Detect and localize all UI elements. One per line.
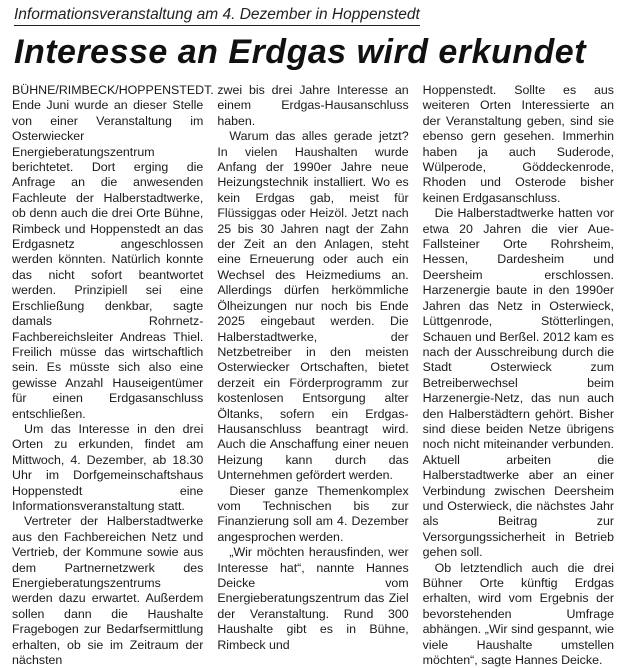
paragraph: Hoppenstedt. Sollte es aus weiteren Orten Interessierte an der Veranstaltung geben, sind sie ebenso gern gesehen. Immerhin haben ja auch Suderode, Wülperode, Göddeckenrode, Rhoden und Osterode bisher keinen Erdgasanschluss.	[422, 83, 614, 205]
paragraph: Vertreter der Halberstadtwerke aus den Fachbereichen Netz und Vertrieb, der Kommune sowie aus dem Partnernetzwerk des Energieberatungszentrums werden dazu erwartet. Außerdem sollen dann die Haushalte Fragebogen zur Bedarfsermittlung erhalten, ob sie im Zeitraum der nächsten	[12, 514, 204, 668]
paragraph: BÜHNE/RIMBECK/HOPPENSTEDT. Ende Juni wurde an dieser Stelle von einer Veranstaltung im Osterwiecker Energieberatungszentrum berichtetet. Dort erging die Anfrage an die anwesenden Fachleute der Halberstadtwerke, ob denn auch die drei Orte Bühne, Rimbeck und Hoppenstedt an das Erdgasnetz angeschlossen werden könnten. Natürlich konnte das nicht sofort beantwortet werden. Prinzipiell sei eine Erschließung denkbar, sagte damals Rohrnetz-Fachbereichsleiter Andreas Thiel. Freilich müsse das wirtschaftlich sein. Es müsste sich also eine gewisse Anzahl Hauseigentümer für einen Erdgasanschluss entschließen.	[12, 83, 214, 421]
paragraph: Warum das alles gerade jetzt? In vielen Haushalten wurde Anfang der 1990er Jahre neue Heizungstechnik installiert. Wo es kein Erdgas gab, meist für Flüssiggas oder Heizöl. Jetzt nach 25 bis 30 Jahren nagt der Zahn der Zeit an den Anlagen, steht eine Erneuerung oder auch ein Wechsel des Heizmediums an. Allerdings dürfen herkömmliche Ölheizungen nur noch bis Ende 2025 eingebaut werden. Die Halberstadtwerke, der Netzbetreiber in den meisten Osterwiecker Ortschaften, bietet derzeit ein Förderprogramm zur kostenlosen Entsorgung alter Öltanks, sofern ein Erdgas-Hausanschluss beantragt wird. Auch die Anschaffung einer neuen Heizung kann durch das Unternehmen gefördert werden.	[217, 129, 409, 483]
article-body	[12, 83, 614, 668]
paragraph: Um das Interesse in den drei Orten zu erkunden, findet am Mittwoch, 4. Dezember, ab 18.30 Uhr im Dorfgemeinschaftshaus Hoppenstedt eine Informationsveranstaltung statt.	[12, 421, 204, 513]
text-column-2	[217, 83, 409, 652]
article-kicker: Informationsveranstaltung am 4. Dezember in Hoppenstedt	[14, 6, 420, 26]
paragraph: Ob letztendlich auch die drei Bühner Orte künftig Erdgas erhalten, wird vom Ergebnis der bevorstehenden Umfrage abhängen. „Wir sind gespannt, wie viele Haushalte umstellen möchten“, sagte Hannes Deicke.	[422, 560, 614, 668]
text-column-1	[12, 83, 214, 668]
paragraph: zwei bis drei Jahre Interesse an einem Erdgas-Hausanschluss haben.	[217, 83, 409, 128]
paragraph: Die Halberstadtwerke hatten vor etwa 20 Jahren die vier Aue-Fallsteiner Orte Rohrsheim, Hessen, Dardesheim und Deersheim erschlossen. Harzenergie baute in den 1990er Jahren das Netz in Osterwieck, Lüttgenrode, Stötterlingen, Schauen und Berßel. 2012 kam es nach der Ausschreibung durch die Stadt Osterwieck zum Betreiberwechsel beim Harzenergie-Netz, das nun auch den Halberstädtern gehört. Bisher sind diese beiden Netze übrigens noch nicht miteinander verbunden. Aktuell arbeiten die Halberstadtwerke aber an einer Verbindung zwischen Deersheim und Osterwieck, die nächstes Jahr als Beitrag zur Versorgungssicherheit in Betrieb gehen soll.	[422, 206, 614, 560]
paragraph: „Wir möchten herausfinden, wer Interesse hat“, nannte Hannes Deicke vom Energieberatungszentrum das Ziel der Veranstaltung. Rund 300 Haushalte gibt es in Bühne, Rimbeck und	[217, 545, 409, 652]
paragraph: Dieser ganze Themenkomplex vom Technischen bis zur Finanzierung soll am 4. Dezember angesprochen werden.	[217, 483, 409, 544]
text-column-3	[422, 83, 614, 668]
article-headline: Interesse an Erdgas wird erkundet	[14, 33, 587, 71]
